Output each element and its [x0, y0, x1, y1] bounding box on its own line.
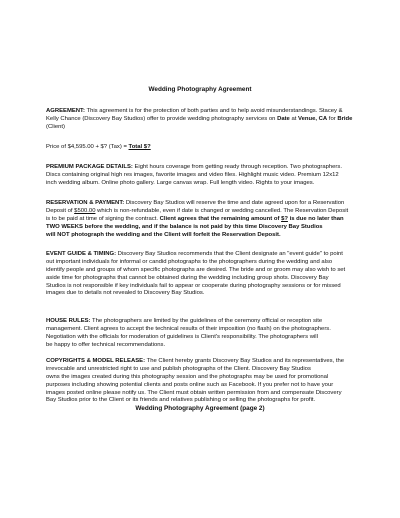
page-2-title: Wedding Photography Agreement (page 2) [135, 405, 265, 412]
reservation-label: RESERVATION & PAYMENT: [46, 200, 125, 206]
premium-section: PREMIUM PACKAGE DETAILS: Eight hours coverage from getting ready through reception. Two photographers. Discs containing original high res images, favorite images and video files. Highlight music video. Premium 12x12 inch wedding album. Online photo gallery. Large canvas wrap. Full length video. Rights to your images. [46, 164, 342, 186]
copyrights-section: COPYRIGHTS & MODEL RELEASE: The Client hereby grants Discovery Bay Studios and its representatives, the irrevocable and unrestricted right to use and publish photographs of the Client. Discovery Bay Studios owns the images created during this photography session and the photographs may be used for promotional purposes including showing potential clients and posts online such as Facebook. If you prefer not to have your images posted online please notify us. The Client must obtain written permission from and compensate Discovery Bay Studios prior to the Client or its friends and relatives publishing or selling the photographs for profit. [46, 358, 345, 404]
premium-label: PREMIUM PACKAGE DETAILS: [46, 164, 133, 170]
bride-field: Bride [337, 115, 353, 122]
event-guide-label: EVENT GUIDE & TIMING: [46, 251, 117, 257]
agreement-section [46, 108, 358, 132]
house-rules-label: HOUSE RULES: [46, 318, 91, 324]
event-guide-section: EVENT GUIDE & TIMING: Discovery Bay Studios recommends that the Client designate an "event guide" to point out important individuals for informal or candid photographs to the photographers during the wedding and also identify people and groups of whom specific photographs are desired. The bride and or groom may also wish to set aside time for photographs that cannot be obtained during the wedding including group shots. Discovery Bay Studios is not responsible if key individuals fail to appear or cooperate during photography sessions or for missed images due to details not revealed to Discovery Bay Studios. [46, 251, 346, 297]
document-title: Wedding Photography Agreement [148, 86, 252, 93]
deposit-amount: $500.00 [74, 207, 96, 214]
house-rules-section: HOUSE RULES: The photographers are limited by the guidelines of the ceremony official or reception site management. Client agrees to accept the technical results of their imposition (no flash) on the photographers. Negotiation with the officials for moderation of guidelines is Client's responsibility. The photographers will be happy to offer technical recommendations. [46, 318, 331, 348]
agreement-line-1: AGREEMENT: This agreement is for the protection of both parties and to help avoid misunderstandings. Stacey & [46, 108, 343, 114]
date-field: Date [277, 115, 290, 122]
remaining-amount: $? [281, 215, 288, 222]
total-field: Total $? [128, 144, 151, 150]
venue-field: Venue, CA [298, 115, 328, 122]
agreement-label: AGREEMENT: [46, 108, 85, 114]
reservation-section: RESERVATION & PAYMENT: Discovery Bay Studios will reserve the time and date agreed upon for a Reservation Deposit of $500.00 which is non-refundable, even if date is changed or wedding cancelled. The Reservation Deposit is to be paid at time of signing the contract. Client agrees that the remaining amount of $? is due no later than TWO WEEKS before the wedding, and if the balance is not paid by this time Discovery Bay Studios will NOT photograph the wedding and the Client will forfeit the Reservation Deposit. [46, 200, 349, 238]
price-line: Price of $4,595.00 + $? (Tax) = Total $? [46, 144, 151, 150]
copyrights-label: COPYRIGHTS & MODEL RELEASE: [46, 358, 146, 364]
agreement-line-3: (Client) [46, 123, 65, 130]
agreement-line-2: Kelly Chance (Discovery Bay Studios) offer to provide wedding photography services on Date at Venue, CA for Bride [46, 115, 353, 122]
